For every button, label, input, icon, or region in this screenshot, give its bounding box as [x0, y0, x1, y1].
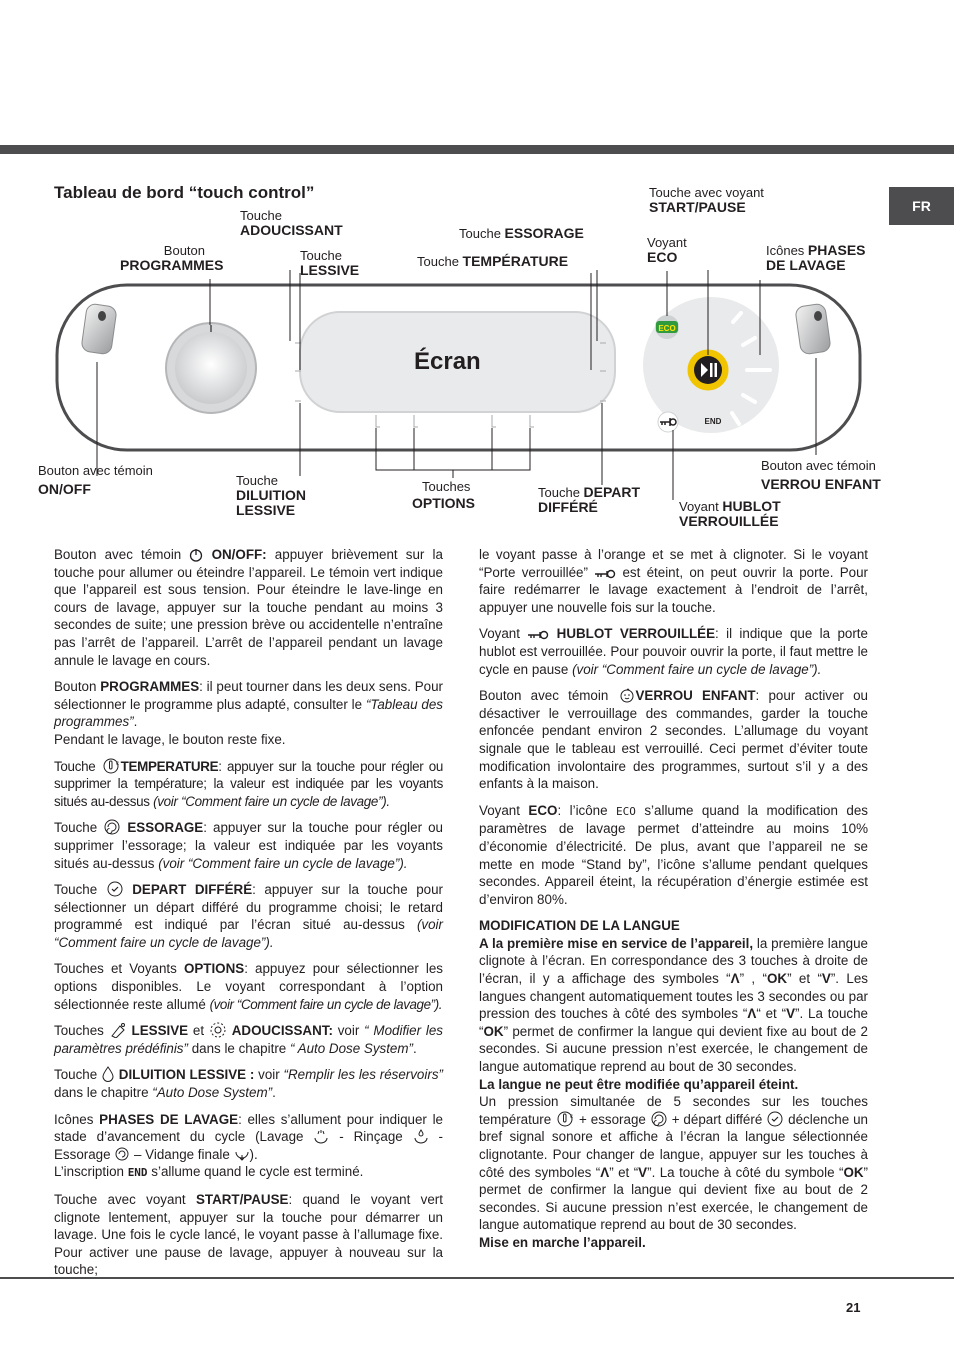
label-start-pause: Touche avec voyant START/PAUSE [649, 185, 764, 215]
temperature-icon [555, 1111, 575, 1127]
detergent-icon [109, 1022, 127, 1038]
onoff-button-shape [81, 303, 117, 355]
spin-icon [650, 1111, 668, 1127]
language-change-paragraph: La langue ne peut être modifiée qu’appareil éteint. Un pression simultanée de 5 secondes sur les touches température c + essorage + départ différé déclenche un bref signal sonore et affiche à l’écran la langue sélectionnée clignotante. Pour changer de langue, appuyer sur les touches à côté des symboles “Λ” et “V”. La touche à côté du symbole “OK” permet de confirmer la langue qui devient fixe au bout de 2 secondes. Si aucune pression n’est exercée, le changement de langue automatique reprend au bout de 30 secondes. Mise en marche l’appareil. [479, 1076, 869, 1250]
label-temperature: Touche TEMPÉRATURE [417, 253, 569, 269]
onoff-paragraph: Bouton avec témoin ON/OFF: appuyer brièvement sur la touche pour allumer ou éteindre l’appareil. Le témoin vert indique que l’appareil est sous tension. Pour éteindre le lave-linge en cours de lavage, appuyer sur la touche pendant au moins 3 secondes de suite; une pression brève ou accidentelle n’entraîne pas l’arrêt de l’appareil. L’arrêt de l’appareil pendant un lavage annule le lavage en cours. [54, 547, 443, 668]
eco-paragraph: Voyant ECO: l’icône ECO s’allume quand la modification des paramètres de lavage permet d’atteindre au moins 10% d’économie d’électricité. De plus, avant que l’appareil ne se mette en mode “Stand by”, l’icône s’allume pendant quelques secondes. Appareil éteint, la récupération d’énergie estimée est d’environ 80%. [479, 802, 868, 907]
label-depart: Touche DEPART DIFFÉRÉ [538, 484, 641, 515]
key-icon [594, 568, 616, 580]
rinse-phase-icon [413, 1128, 429, 1144]
end-icon-text: END [704, 417, 722, 426]
bottom-rule [0, 1277, 954, 1279]
depart-paragraph: Touche DEPART DIFFÉRÉ: appuyer sur la touche pour sélectionner un départ différé du programme choisi; le retard programmé est indiqué par l’écran situé au-dessus (voir “Comment faire un cycle de lavage”). [54, 882, 443, 950]
start-pause-paragraph: Touche avec voyant START/PAUSE: quand le voyant vert clignote lentement, appuyer sur la touche pour démarrer un lavage. Une fois le cycle lancé, le voyant passe à l’allumage fixe. Pour activer une pause de lavage, appuyer à nouveau sur la touche; [54, 1192, 443, 1278]
child-lock-button-shape [795, 303, 831, 355]
label-essorage: Touche ESSORAGE [459, 225, 584, 241]
pause-continued-paragraph: le voyant passe à l’orange et se met à clignoter. Si le voyant “Porte verrouillée” est éteint, on peut ouvrir la porte. Pour faire redémarrer le lavage exactement à l’endroit de l’arrêt, appuyer une nouvelle fois sur la touche. [479, 547, 868, 615]
dilution-paragraph: Touche DILUITION LESSIVE : voir “Remplir les les réservoirs” dans le chapitre “Auto Dose System”. [54, 1067, 443, 1101]
programmes-paragraph: Bouton PROGRAMMES: il peut tourner dans les deux sens. Pour sélectionner le programme plus adapté, consulter le “Tableau des programmes”. Pendant le lavage, le bouton reste fixe. [54, 679, 443, 747]
essorage-paragraph: Touche ESSORAGE: appuyer sur la touche pour régler ou supprimer l’essorage; la valeur est indiquée par les voyants situés au-dessus (voir “Comment faire un cycle de lavage”). [54, 820, 443, 871]
spin-icon [103, 819, 121, 835]
wash-phase-icon [313, 1128, 329, 1144]
language-heading: MODIFICATION DE LA LANGUE [479, 918, 680, 934]
eco-icon-text: ECO [658, 324, 676, 333]
eco-inline-icon: ECO [616, 804, 636, 818]
end-inline-icon: END [127, 1166, 148, 1180]
label-adoucissant: Touche ADOUCISSANT [240, 208, 343, 238]
softener-icon [209, 1022, 227, 1038]
delay-icon [766, 1111, 784, 1127]
drain-phase-icon [234, 1146, 250, 1162]
section-title: Tableau de bord “touch control” [54, 183, 315, 202]
temperature-icon [101, 758, 121, 774]
hublot-paragraph: Voyant HUBLOT VERROUILLÉE: il indique que la porte hublot est verrouillée. Pour pouvoir ouvrir la porte, il faut mettre le cycle en pause (voir “Comment faire un cycle de lavage”). [479, 626, 868, 677]
label-onoff: Bouton avec témoin ON/OFF [38, 463, 153, 497]
label-dilution: Touche DILUITION LESSIVE [236, 473, 306, 518]
options-paragraph: Touches et Voyants OPTIONS: appuyez pour sélectionner les options disponibles. Le voyant correspondant à l’option sélectionnée reste allumé (voir “Comment faire un cycle de lavage”). [54, 961, 443, 1012]
spin-phase-icon [114, 1146, 130, 1162]
verrou-paragraph: Bouton avec témoin VERROU ENFANT: pour activer ou désactiver le verrouillage des commandes, garder la touche enfoncée pendant environ 2 secondes. L’allumage du voyant signale que le tableau est verrouillé. Ceci permet d’éviter toute modification involontaire des programmes, surtout s’il y a des enfants à la maison. [479, 688, 868, 792]
svg-text:c: c [115, 760, 119, 767]
drop-icon [101, 1066, 115, 1082]
language-tab: FR [889, 187, 954, 225]
label-programmes: Bouton PROGRAMMES [120, 243, 224, 273]
power-icon [189, 548, 203, 562]
phases-paragraph: Icônes PHASES DE LAVAGE: elles s’allument pour indiquer le stade d’avancement du cycle (Lavage - Rinçage - Essorage – Vidange finale ). L’inscription END s’allume quand le cycle est terminé. [54, 1111, 443, 1180]
control-panel-illustration [0, 270, 954, 540]
svg-text:c: c [570, 1113, 574, 1120]
left-column [54, 546, 443, 1288]
delay-icon [106, 881, 124, 897]
door-lock-icon [527, 629, 549, 641]
page-number: 21 [846, 1300, 861, 1315]
label-eco: Voyant ECO [647, 235, 687, 265]
label-hublot: Voyant HUBLOT VERROUILLÉE [679, 498, 781, 529]
lessive-paragraph: Touches LESSIVE et ADOUCISSANT: voir “ Modifier les paramètres prédéfinis” dans le chapitre “ Auto Dose System”. [54, 1023, 443, 1056]
child-face-icon [618, 687, 636, 703]
language-first-use-paragraph: A la première mise en service de l’appareil, la première langue clignote à l’écran. En correspondance des 3 touches à droite de l’écran, il y a affichage des symboles “Λ” , “OK” et “V”. Les langues changent automatiquement toutes les 3 secondes ou par pression des touches à côté des symboles “Λ“ et “V”. La touche “OK” permet de confirmer la langue qui devient fixe au bout de 2 secondes. Si aucune pression n’est exercée, le changement de langue automatique reprend au bout de 30 secondes. [479, 935, 868, 1075]
screen-label: Écran [414, 348, 481, 375]
right-column [479, 546, 868, 1252]
label-phases: Icônes PHASES DE LAVAGE [766, 242, 866, 273]
label-lessive: Touche LESSIVE [300, 248, 360, 278]
label-verrou: Bouton avec témoin VERROU ENFANT [761, 458, 881, 492]
label-options: Touches OPTIONS [412, 479, 476, 511]
top-bar [0, 145, 954, 154]
temperature-paragraph: Touche c TEMPERATURE: appuyer sur la touche pour régler ou supprimer la température; la valeur est indiquée par les voyants situés au-dessus (voir “Comment faire un cycle de lavage”). [54, 758, 443, 809]
